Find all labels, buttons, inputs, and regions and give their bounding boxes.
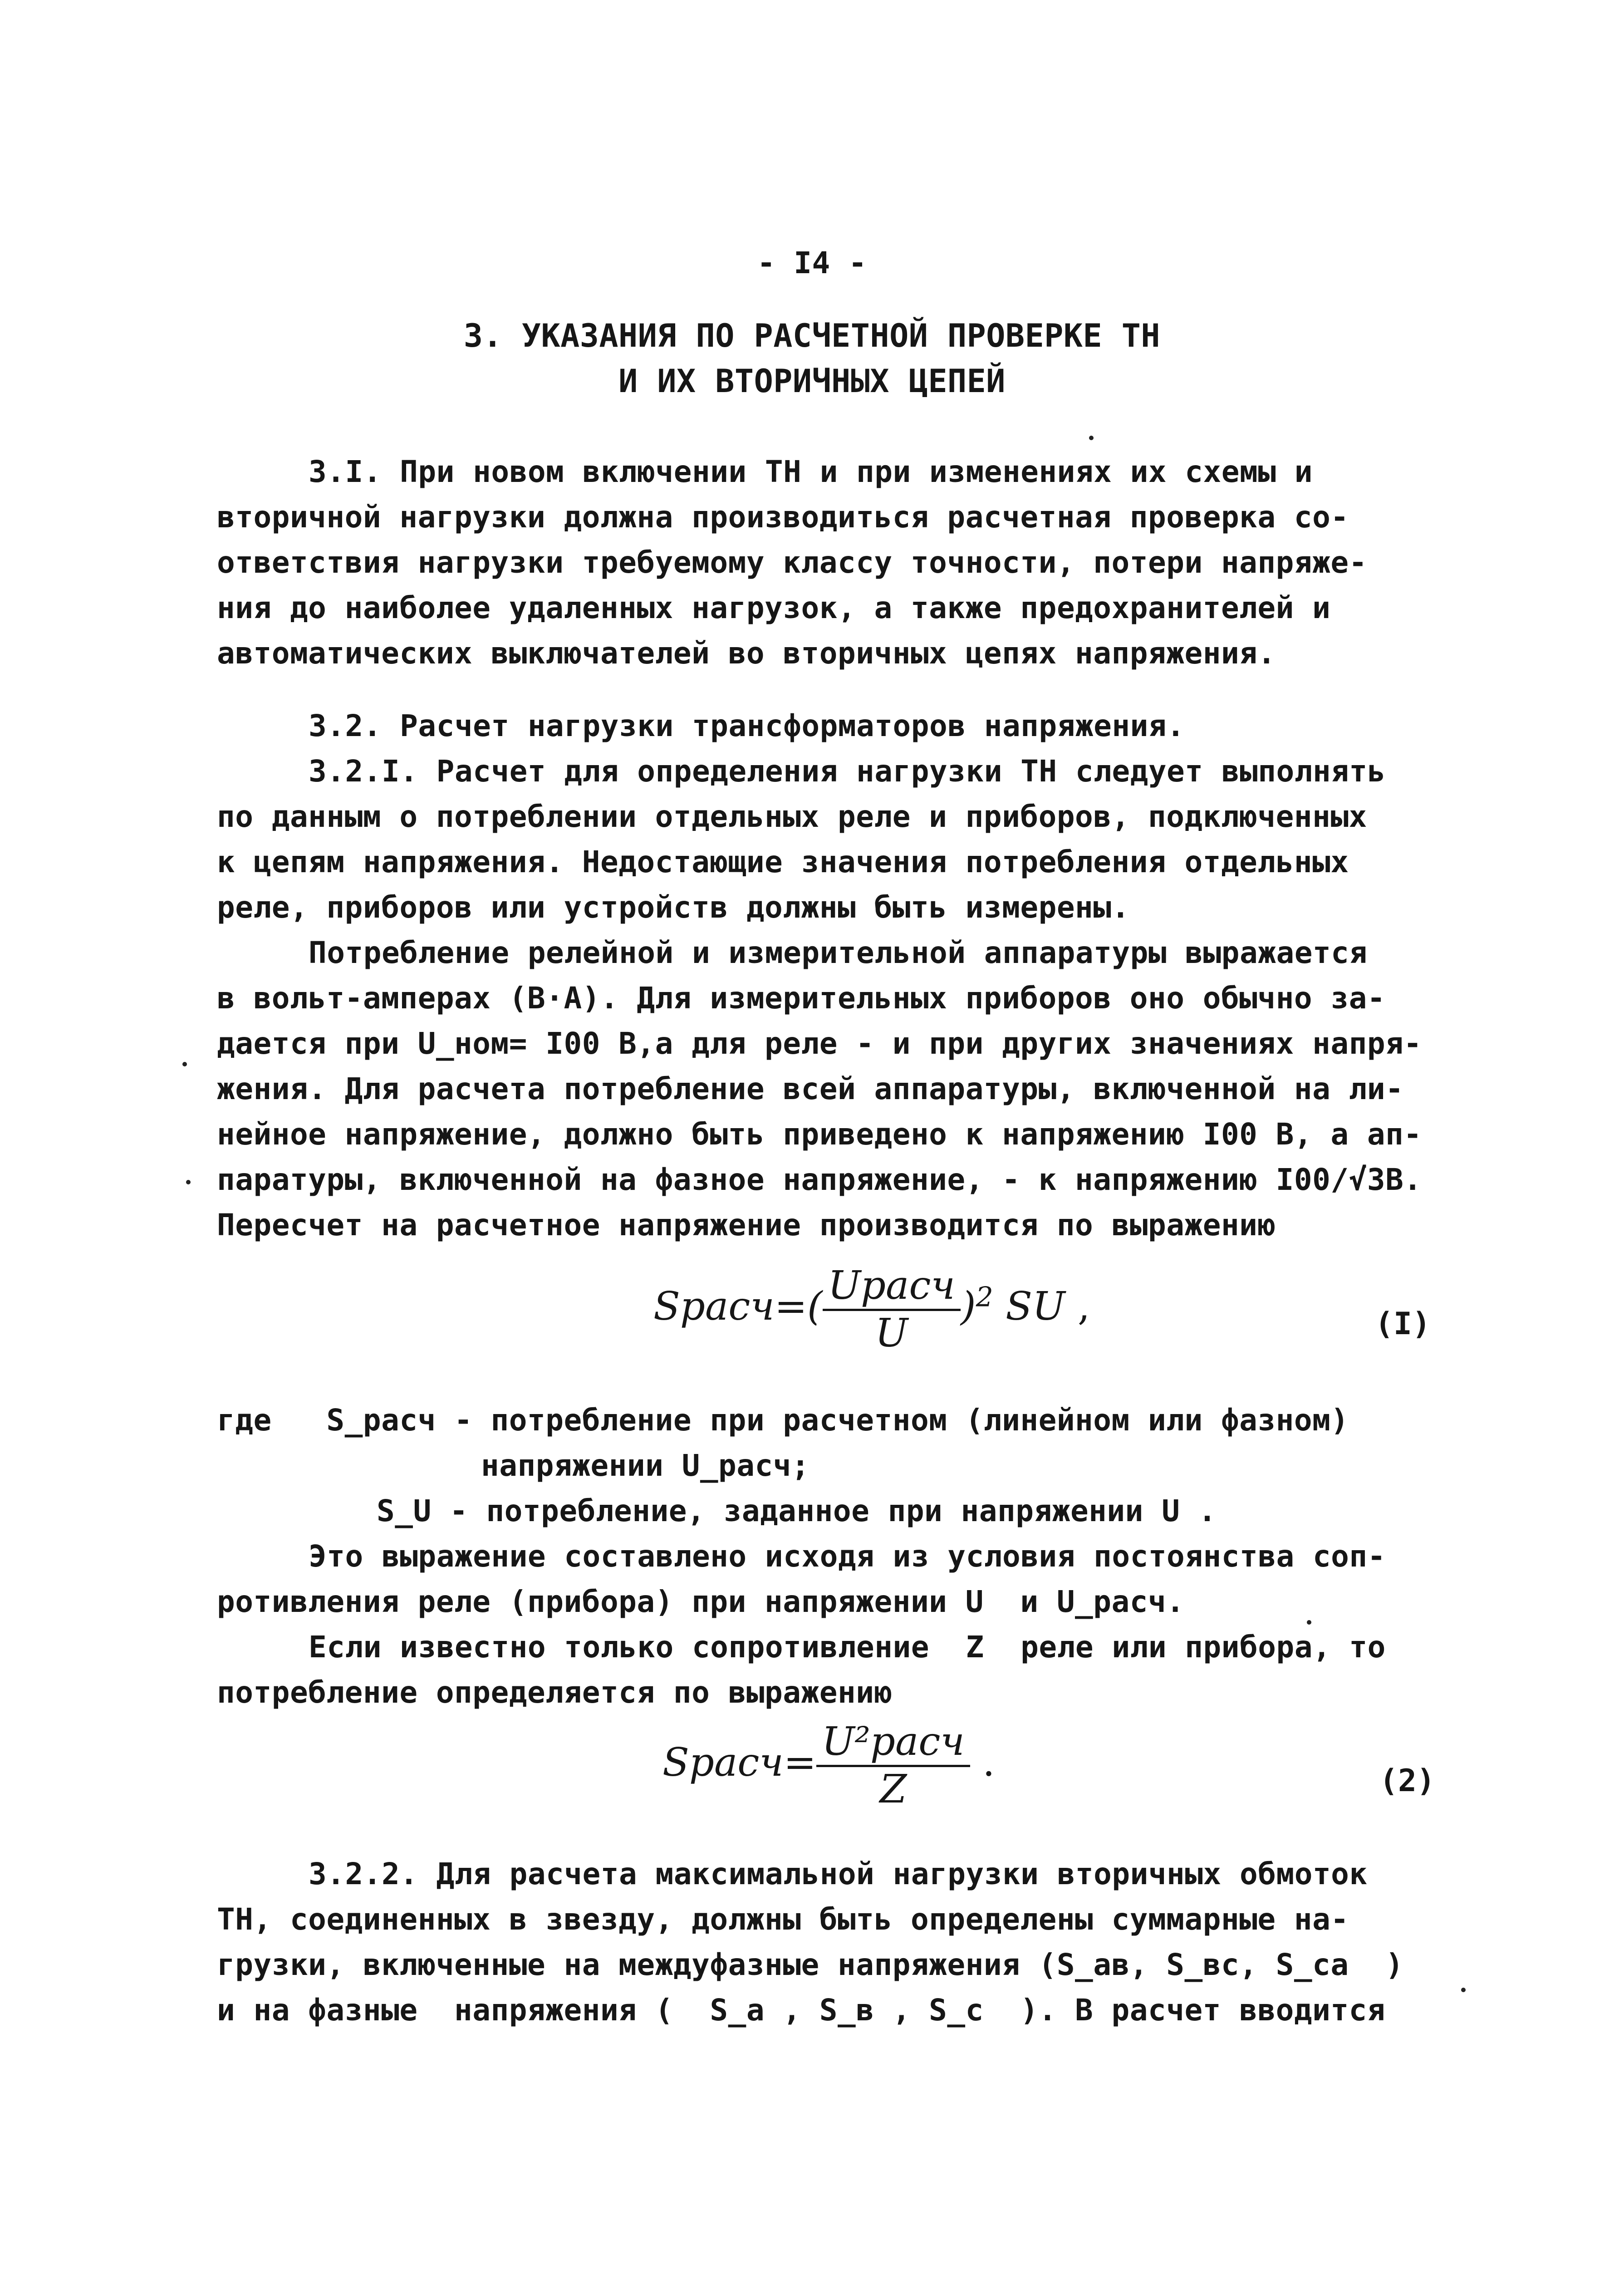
text-line: вторичной нагрузки должна производиться расчетная проверка со- (217, 500, 1349, 535)
text-line: потребление определяется по выражению (217, 1675, 893, 1710)
text-line: реле, приборов или устройств должны быть измерены. (217, 890, 1130, 925)
text-line: где S_расч - потребление при расчетном (линейном или фазном) (217, 1403, 1349, 1438)
scan-speck (1089, 436, 1094, 440)
formula-1-denominator: U (875, 1311, 908, 1356)
text-line: Это выражение составлено исходя из условия постоянства соп- (309, 1539, 1386, 1574)
text-line: 3.2.2. Для расчета максимальной нагрузки вторичных обмоток (309, 1856, 1368, 1891)
formula-1-fraction (823, 1263, 961, 1356)
text-line: в вольт-амперах (В·А). Для измерительных приборов оно обычно за- (217, 981, 1386, 1016)
text-line: дается при U_ном= I00 В,а для реле - и при других значениях напря- (217, 1026, 1422, 1061)
page-number: - I4 - (757, 246, 867, 280)
text-line: грузки, включенные на междуфазные напряжения (S_ав, S_вс, S_са ) (217, 1947, 1404, 1982)
formula-1-lhs: Sрасч (653, 1284, 775, 1329)
text-line: напряжении U_расч; (481, 1448, 810, 1483)
text-line: Если известно только сопротивление Z реле или прибора, то (309, 1630, 1386, 1665)
text-line: автоматических выключателей во вторичных цепях напряжения. (217, 636, 1276, 671)
formula-2 (662, 1719, 995, 1812)
text-line: ния до наиболее удаленных нагрузок, а также предохранителей и (217, 590, 1331, 625)
text-line: Пересчет на расчетное напряжение производится по выражению (217, 1208, 1276, 1243)
text-line: 3.2. Расчет нагрузки трансформаторов напряжения. (309, 708, 1185, 743)
formula-2-fraction (816, 1719, 970, 1812)
scan-speck (1307, 1620, 1311, 1625)
section-heading-line-1: 3. УКАЗАНИЯ ПО РАСЧЕТНОЙ ПРОВЕРКЕ ТН (463, 317, 1161, 354)
scan-speck (186, 1180, 191, 1184)
text-line: нейное напряжение, должно быть приведено к напряжению I00 В, а ап- (217, 1117, 1422, 1152)
formula-2-lhs: Sрасч (662, 1740, 784, 1785)
scan-speck (1461, 1988, 1466, 1992)
text-line: ротивления реле (прибора) при напряжении U и U_расч. (217, 1584, 1185, 1619)
text-line: ответствия нагрузки требуемому классу точности, потери напряже- (217, 545, 1367, 580)
text-line: паратуры, включенной на фазное напряжение, - к напряжению I00/√3В. (217, 1162, 1422, 1197)
text-line: S_U - потребление, заданное при напряжении U . (377, 1493, 1217, 1528)
formula-2-numerator: U²расч (816, 1722, 970, 1767)
text-line: Потребление релейной и измерительной аппаратуры выражается (309, 935, 1368, 970)
formula-1-close-paren: ) (961, 1284, 976, 1329)
formula-1-comma: , (1077, 1284, 1090, 1329)
scan-speck (182, 1062, 187, 1066)
formula-2-number: (2) (1379, 1763, 1435, 1799)
formula-1-rhs: SU (1006, 1284, 1065, 1329)
text-line: жения. Для расчета потребление всей аппаратуры, включенной на ли- (217, 1071, 1404, 1106)
formula-2-equals: = (783, 1740, 816, 1785)
text-line: 3.2.I. Расчет для определения нагрузки ТН следует выполнять (309, 754, 1386, 789)
formula-2-period: . (982, 1740, 995, 1785)
section-heading-line-2: И ИХ ВТОРИЧНЫХ ЦЕПЕЙ (618, 363, 1006, 400)
formula-1 (653, 1263, 1090, 1356)
formula-1-open-paren: ( (807, 1284, 823, 1329)
text-line: 3.I. При новом включении ТН и при изменениях их схемы и (309, 454, 1313, 489)
text-line: и на фазные напряжения ( S_а , S_в , S_с ). В расчет вводится (217, 1993, 1386, 2028)
formula-1-exponent: 2 (976, 1281, 993, 1313)
text-line: ТН, соединенных в звезду, должны быть определены суммарные на- (217, 1902, 1349, 1937)
formula-1-number: (I) (1375, 1306, 1431, 1342)
formula-2-denominator: Z (879, 1767, 907, 1812)
text-line: к цепям напряжения. Недостающие значения потребления отдельных (217, 845, 1349, 879)
text-line: по данным о потреблении отдельных реле и приборов, подключенных (217, 799, 1367, 834)
formula-1-equals: = (774, 1284, 807, 1329)
formula-1-numerator: Uрасч (823, 1266, 961, 1311)
